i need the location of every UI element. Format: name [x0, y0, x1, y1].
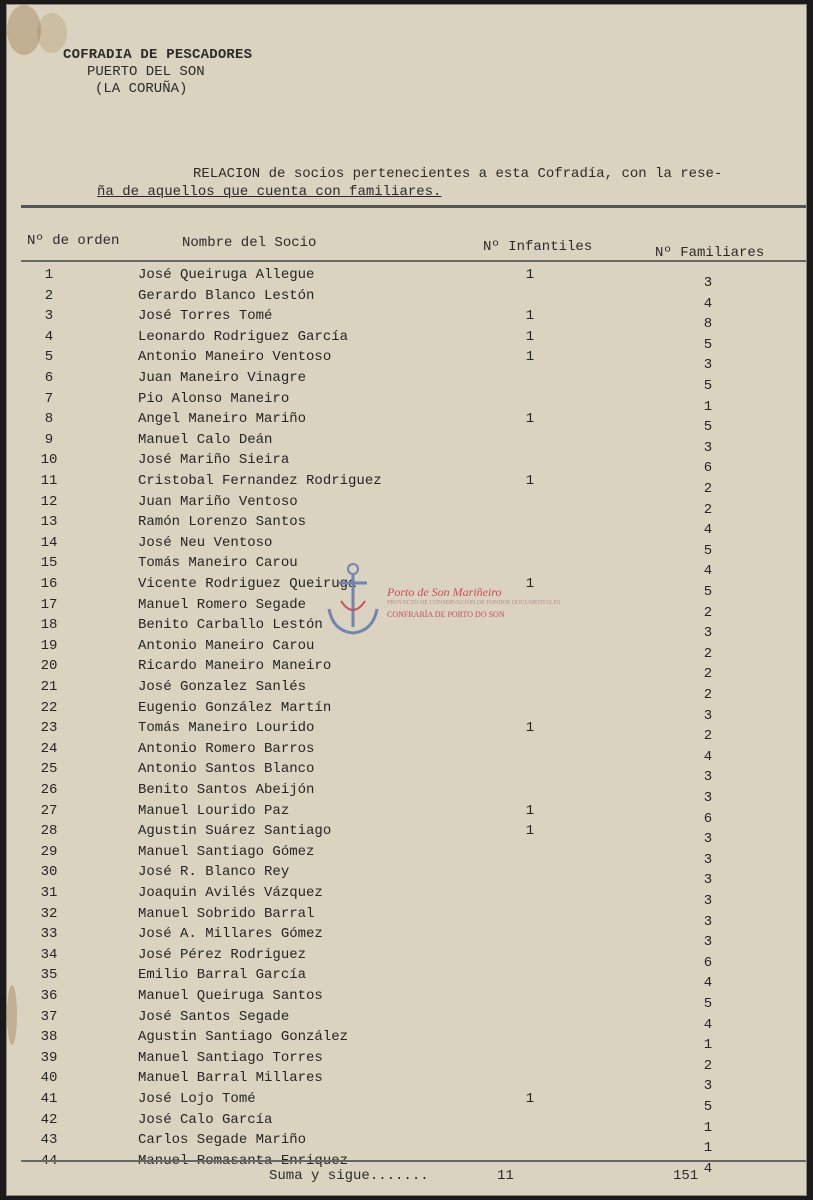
- row-familiares: 3: [703, 934, 713, 951]
- row-name: José Neu Ventoso: [138, 534, 273, 551]
- table-row: [7, 267, 807, 291]
- row-number: 42: [40, 1111, 58, 1128]
- row-number: 33: [40, 926, 58, 943]
- row-familiares: 3: [703, 790, 713, 806]
- row-name: Emilio Barral García: [138, 967, 307, 984]
- row-familiares: 5: [703, 542, 713, 559]
- table-row: [7, 720, 807, 745]
- row-infantiles: 1: [525, 576, 535, 592]
- row-familiares: 3: [703, 872, 713, 889]
- totals-familiares: 151: [673, 1168, 699, 1184]
- table-row: [7, 782, 807, 806]
- row-number: 1: [44, 267, 54, 283]
- row-name: Angel Maneiro Mariño: [138, 411, 307, 428]
- table-row: [7, 1008, 807, 1033]
- col-head-infantiles: Nº Infantiles: [483, 239, 593, 255]
- row-familiares: 3: [703, 439, 713, 456]
- row-infantiles: 1: [525, 473, 535, 489]
- row-infantiles: 1: [525, 1091, 535, 1107]
- letterhead: [63, 47, 252, 98]
- col-head-nombre: Nombre del Socio: [182, 235, 317, 251]
- row-number: 35: [40, 967, 58, 984]
- row-infantiles: 1: [525, 720, 535, 737]
- row-number: 6: [44, 370, 54, 386]
- row-name: Manuel Santiago Torres: [138, 1049, 323, 1066]
- row-number: 37: [40, 1008, 58, 1025]
- row-familiares: 5: [703, 584, 713, 600]
- row-name: Ramón Lorenzo Santos: [138, 514, 307, 531]
- table-row: [7, 370, 807, 394]
- row-familiares: 3: [703, 707, 713, 724]
- table-row: [7, 534, 807, 559]
- row-familiares: 2: [703, 687, 713, 703]
- row-familiares: 3: [703, 851, 713, 868]
- table-row: [7, 411, 807, 436]
- row-number: 11: [40, 473, 58, 489]
- row-number: 5: [44, 349, 54, 366]
- row-number: 23: [40, 720, 58, 737]
- row-familiares: 4: [703, 522, 713, 539]
- row-name: Carlos Segade Mariño: [138, 1132, 307, 1149]
- row-infantiles: 1: [525, 328, 535, 345]
- row-familiares: 3: [703, 913, 713, 930]
- row-number: 15: [40, 555, 58, 572]
- row-name: José Mariño Sieira: [138, 452, 290, 469]
- row-familiares: 2: [703, 604, 713, 621]
- row-number: 10: [40, 452, 58, 469]
- row-name: Vicente Rodriguez Queiruga: [138, 576, 357, 592]
- row-familiares: 6: [703, 460, 713, 477]
- row-familiares: 3: [703, 625, 713, 642]
- row-number: 25: [40, 761, 58, 778]
- row-number: 7: [44, 390, 54, 407]
- row-familiares: 1: [703, 1140, 713, 1157]
- row-name: Antonio Maneiro Carou: [138, 637, 315, 654]
- intro-paragraph: [97, 165, 787, 201]
- anchor-stamp-icon: [323, 561, 383, 641]
- row-familiares: 5: [703, 419, 713, 436]
- row-name: José Calo García: [138, 1111, 273, 1128]
- row-name: Manuel Romero Segade: [138, 596, 307, 613]
- table-row: [7, 308, 807, 333]
- table-row: [7, 946, 807, 971]
- row-number: 32: [40, 905, 58, 922]
- table-row: [7, 926, 807, 951]
- row-familiares: 4: [703, 295, 713, 312]
- row-familiares: 6: [703, 810, 713, 827]
- table-row: [7, 637, 807, 662]
- table-row: [7, 1070, 807, 1095]
- row-name: José Queiruga Allegue: [138, 267, 315, 283]
- row-name: Manuel Calo Deán: [138, 431, 273, 448]
- table-row: [7, 555, 807, 580]
- row-number: 26: [40, 782, 58, 798]
- row-number: 4: [44, 328, 54, 345]
- row-name: Manuel Lourido Paz: [138, 802, 290, 819]
- row-familiares: 2: [703, 1057, 713, 1074]
- row-familiares: 3: [703, 769, 713, 786]
- row-name: Manuel Queiruga Santos: [138, 988, 323, 1004]
- row-name: Leonardo Rodriguez García: [138, 328, 349, 345]
- document-page: [6, 4, 807, 1196]
- table-row: [7, 473, 807, 497]
- table-row: [7, 617, 807, 642]
- row-number: 27: [40, 802, 58, 819]
- table-row: [7, 885, 807, 909]
- table-row: [7, 761, 807, 786]
- row-number: 9: [44, 431, 54, 448]
- row-familiares: 5: [703, 1099, 713, 1115]
- row-number: 16: [40, 576, 58, 592]
- table-row: [7, 740, 807, 765]
- table-row: [7, 390, 807, 415]
- row-infantiles: 1: [525, 802, 535, 819]
- row-familiares: 2: [703, 728, 713, 745]
- row-infantiles: 1: [525, 349, 535, 366]
- header-line-3: (LA CORUÑA): [95, 81, 188, 97]
- row-number: 8: [44, 411, 54, 428]
- table-row: [7, 864, 807, 889]
- intro-line-1: RELACION de socios pertenecientes a esta Cofradía, con la rese-: [193, 166, 723, 182]
- row-number: 20: [40, 658, 58, 675]
- row-familiares: 2: [703, 501, 713, 518]
- row-number: 40: [40, 1070, 58, 1087]
- row-number: 38: [40, 1029, 58, 1046]
- table-row: [7, 431, 807, 456]
- col-head-orden: Nº de orden: [27, 233, 120, 249]
- row-familiares: 1: [703, 1119, 713, 1136]
- row-name: José Pérez Rodriguez: [138, 946, 307, 963]
- header-line-1: COFRADIA DE PESCADORES: [63, 47, 253, 63]
- row-infantiles: 1: [525, 267, 535, 283]
- watermark-line-2: PROYECTO DE CONSERVACIÓN DE FONDOS DOCUMENTALES: [387, 600, 561, 606]
- table-row: [7, 967, 807, 992]
- row-name: Cristobal Fernandez Rodriguez: [138, 473, 382, 489]
- row-familiares: 4: [703, 563, 713, 580]
- row-number: 43: [40, 1132, 58, 1149]
- col-head-familiares: Nº Familiares: [655, 245, 765, 261]
- row-number: 44: [40, 1152, 58, 1169]
- table-row: [7, 699, 807, 724]
- table-row: [7, 823, 807, 848]
- table-row: [7, 679, 807, 703]
- row-number: 2: [44, 287, 54, 304]
- table-row: [7, 1049, 807, 1074]
- row-name: Eugenio González Martín: [138, 699, 332, 716]
- row-number: 22: [40, 699, 58, 716]
- header-line-2: PUERTO DEL SON: [87, 64, 205, 80]
- watermark-line-1: Porto de Son Mariñeiro: [387, 585, 502, 599]
- intro-line-2: ña de aquellos que cuenta con familiares.: [97, 184, 442, 200]
- row-number: 18: [40, 617, 58, 634]
- row-number: 19: [40, 637, 58, 654]
- row-name: Manuel Santiago Gómez: [138, 843, 315, 860]
- row-name: Antonio Santos Blanco: [138, 761, 315, 778]
- row-familiares: 4: [703, 975, 713, 992]
- row-infantiles: 1: [525, 823, 535, 840]
- row-name: Agustin Suárez Santiago: [138, 823, 332, 840]
- row-name: Ricardo Maneiro Maneiro: [138, 658, 332, 675]
- row-familiares: 3: [703, 357, 713, 374]
- totals-rule: [21, 1160, 807, 1162]
- row-familiares: 6: [703, 954, 713, 971]
- table-row: [7, 452, 807, 477]
- table-row: [7, 988, 807, 1012]
- row-name: Tomás Maneiro Lourido: [138, 720, 315, 737]
- row-name: José A. Millares Gómez: [138, 926, 323, 943]
- table-row: [7, 328, 807, 353]
- totals-infantiles: 11: [497, 1168, 514, 1184]
- table-row: [7, 1132, 807, 1157]
- row-name: Juan Mariño Ventoso: [138, 493, 298, 510]
- row-number: 28: [40, 823, 58, 840]
- row-familiares: 1: [703, 1037, 713, 1054]
- row-name: Joaquin Avilés Vázquez: [138, 885, 323, 901]
- row-name: Antonio Romero Barros: [138, 740, 315, 757]
- row-name: Gerardo Blanco Lestón: [138, 287, 315, 304]
- watermark: [387, 587, 560, 620]
- table-row: [7, 493, 807, 518]
- row-infantiles: 1: [525, 308, 535, 325]
- row-name: José Gonzalez Sanlés: [138, 679, 307, 695]
- row-number: 13: [40, 514, 58, 531]
- row-familiares: 8: [703, 316, 713, 333]
- row-familiares: 5: [703, 378, 713, 394]
- row-familiares: 5: [703, 996, 713, 1012]
- row-familiares: 2: [703, 481, 713, 497]
- row-number: 31: [40, 885, 58, 901]
- table-row: [7, 1111, 807, 1136]
- row-number: 34: [40, 946, 58, 963]
- row-number: 24: [40, 740, 58, 757]
- table-row: [7, 658, 807, 683]
- row-number: 17: [40, 596, 58, 613]
- table-row: [7, 843, 807, 868]
- row-familiares: 4: [703, 1160, 713, 1177]
- row-name: Manuel Romasanta Enriquez: [138, 1152, 349, 1169]
- table-row: [7, 802, 807, 827]
- row-name: Manuel Barral Millares: [138, 1070, 323, 1087]
- table-row: [7, 287, 807, 312]
- column-rule: [21, 260, 807, 262]
- row-name: Benito Carballo Lestón: [138, 617, 323, 634]
- row-name: José Santos Segade: [138, 1008, 290, 1025]
- table-row: [7, 1029, 807, 1054]
- row-familiares: 5: [703, 336, 713, 353]
- row-name: José Torres Tomé: [138, 308, 273, 325]
- row-familiares: 2: [703, 645, 713, 662]
- table-row: [7, 1091, 807, 1115]
- row-name: José Lojo Tomé: [138, 1091, 256, 1107]
- row-name: José R. Blanco Rey: [138, 864, 290, 881]
- row-familiares: 4: [703, 748, 713, 765]
- row-number: 39: [40, 1049, 58, 1066]
- row-number: 12: [40, 493, 58, 510]
- row-familiares: 3: [703, 831, 713, 848]
- table-row: [7, 905, 807, 930]
- row-number: 36: [40, 988, 58, 1004]
- row-infantiles: 1: [525, 411, 535, 428]
- stain: [7, 5, 41, 55]
- totals-label: Suma y sigue.......: [269, 1168, 429, 1184]
- row-number: 3: [44, 308, 54, 325]
- row-familiares: 1: [703, 398, 713, 415]
- row-familiares: 3: [703, 275, 713, 291]
- table-row: [7, 514, 807, 539]
- row-number: 21: [40, 679, 58, 695]
- row-name: Tomás Maneiro Carou: [138, 555, 298, 572]
- row-familiares: 2: [703, 666, 713, 683]
- row-name: Manuel Sobrido Barral: [138, 905, 315, 922]
- row-familiares: 4: [703, 1016, 713, 1033]
- table-row: [7, 349, 807, 374]
- row-number: 29: [40, 843, 58, 860]
- watermark-line-3: CONFRARÍA DE PORTO DO SON: [387, 610, 505, 619]
- row-number: 30: [40, 864, 58, 881]
- row-familiares: 3: [703, 1078, 713, 1095]
- row-number: 41: [40, 1091, 58, 1107]
- row-familiares: 3: [703, 893, 713, 909]
- header-rule: [21, 205, 807, 208]
- row-name: Pio Alonso Maneiro: [138, 390, 290, 407]
- row-name: Benito Santos Abeijón: [138, 782, 315, 798]
- row-number: 14: [40, 534, 58, 551]
- row-name: Antonio Maneiro Ventoso: [138, 349, 332, 366]
- row-name: Juan Maneiro Vinagre: [138, 370, 307, 386]
- row-name: Agustin Santiago González: [138, 1029, 349, 1046]
